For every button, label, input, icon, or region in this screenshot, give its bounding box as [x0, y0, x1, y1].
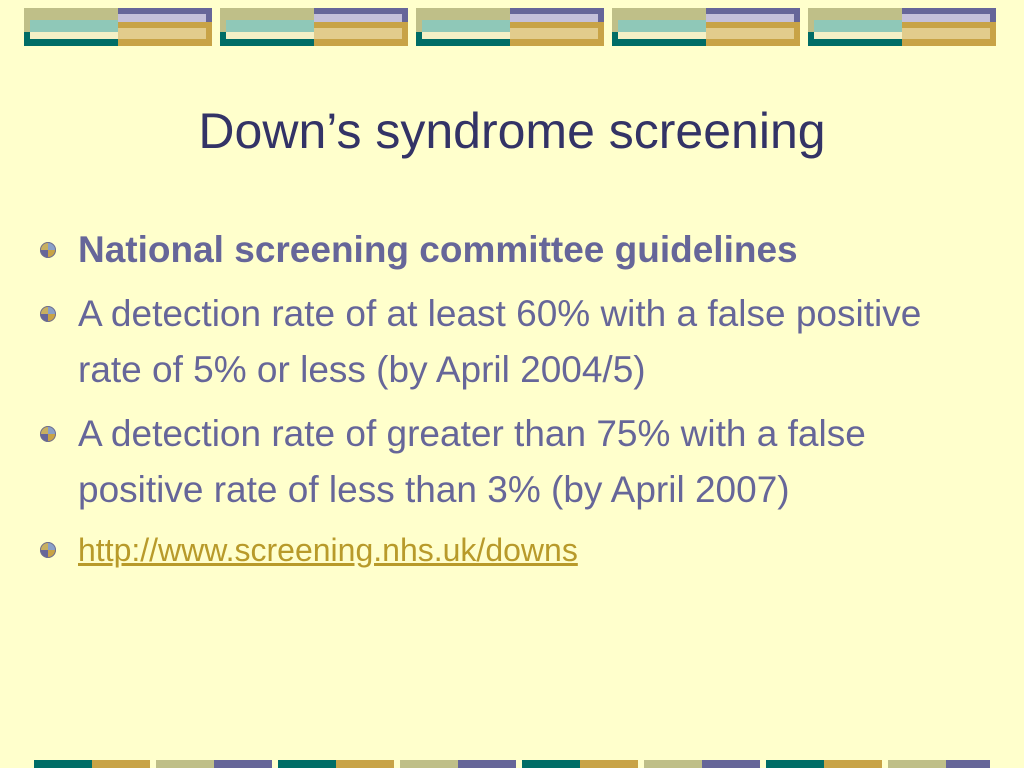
bullet-list — [40, 222, 980, 582]
bullet-text: A detection rate of at least 60% with a false positive rate of 5% or less (by April 2004/5) — [78, 293, 922, 390]
bullet-text: A detection rate of greater than 75% with a false positive rate of less than 3% (by April 2007) — [78, 413, 866, 510]
banner-tile — [24, 8, 212, 46]
quartered-circle-icon — [40, 426, 56, 442]
slide-title: Down’s syndrome screening — [198, 103, 826, 159]
banner-tile — [416, 8, 604, 46]
top-decorative-banner — [24, 8, 998, 48]
bottom-decorative-banner — [34, 760, 990, 768]
banner-tile — [808, 8, 996, 46]
bullet-text: National screening committee guidelines — [78, 229, 798, 270]
banner-tile — [220, 8, 408, 46]
bullet-item — [40, 406, 980, 518]
bullet-item — [40, 526, 980, 574]
bullet-item — [40, 222, 980, 278]
quartered-circle-icon — [40, 306, 56, 322]
nhs-screening-link[interactable]: http://www.screening.nhs.uk/downs — [78, 532, 578, 568]
bullet-item — [40, 286, 980, 398]
quartered-circle-icon — [40, 542, 56, 558]
quartered-circle-icon — [40, 242, 56, 258]
banner-tile — [612, 8, 800, 46]
